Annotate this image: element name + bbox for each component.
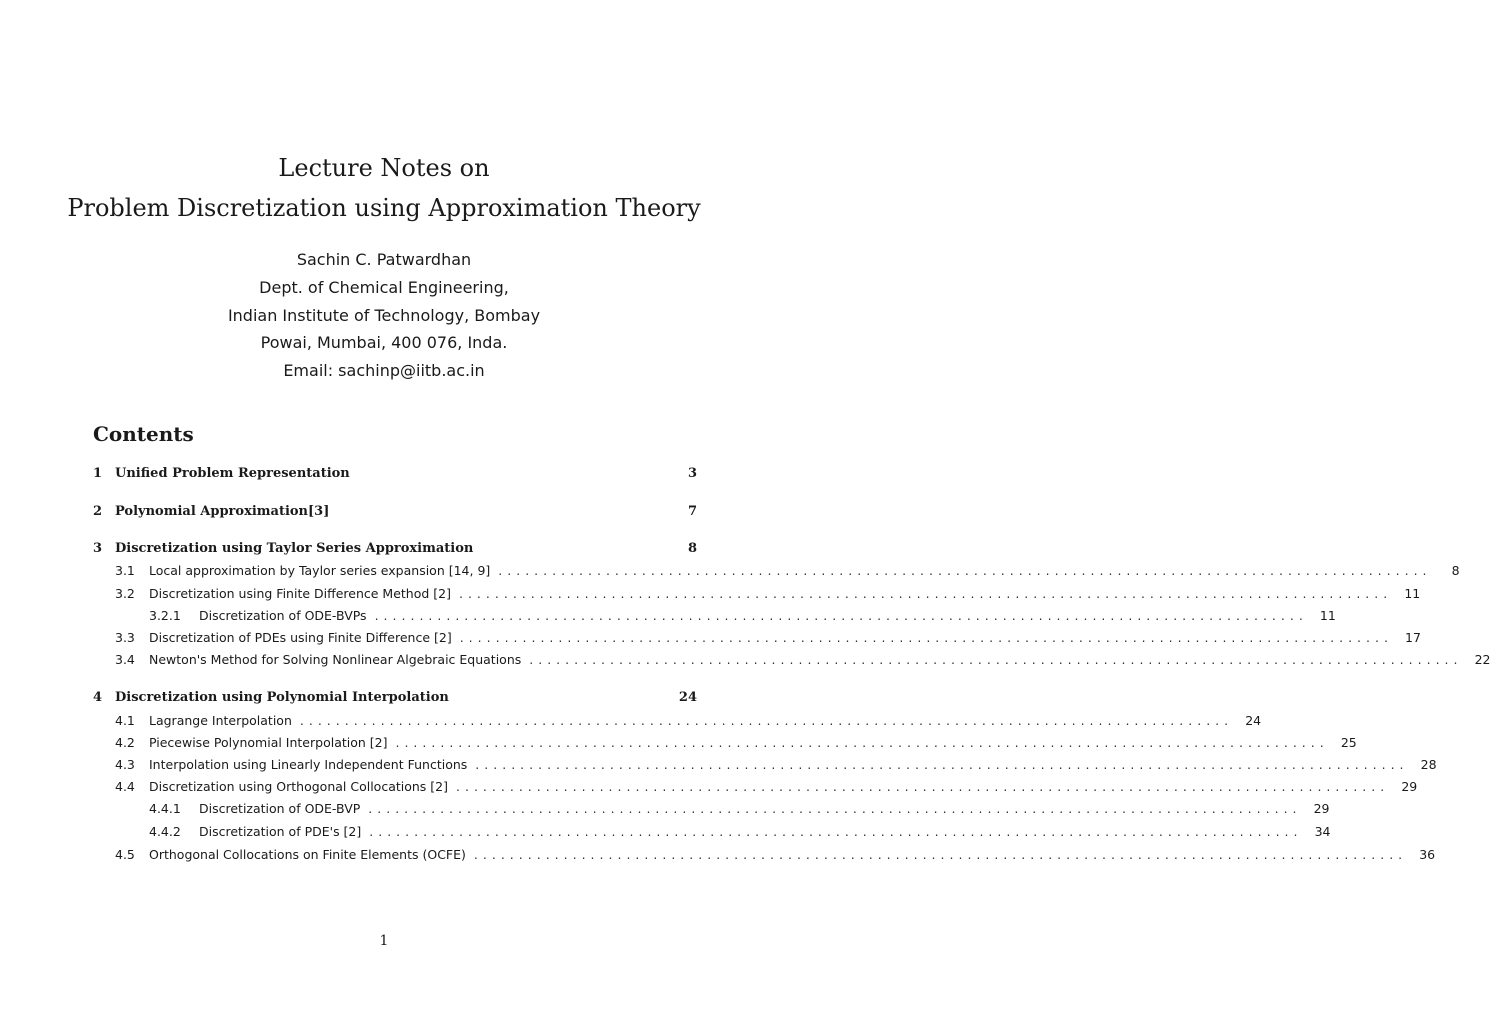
toc-entry[interactable]	[93, 464, 697, 484]
toc-page: 34	[1314, 824, 1331, 839]
toc-page: 29	[1401, 779, 1418, 794]
toc-entry[interactable]	[93, 822, 1331, 842]
toc-entry[interactable]	[93, 584, 1421, 604]
toc-title: Polynomial Approximation[3]	[115, 504, 330, 519]
toc-title: Orthogonal Collocations on Finite Elements (OCFE)	[149, 847, 466, 862]
toc-page: 11	[1404, 586, 1421, 601]
toc-entry[interactable]	[93, 799, 1330, 819]
toc-leader-dots: ........................................................................................................	[368, 801, 1302, 816]
toc-entry[interactable]	[93, 845, 1436, 865]
toc-title: Interpolation using Linearly Independent Functions	[149, 757, 468, 772]
author-name: Sachin C. Patwardhan	[296, 250, 472, 269]
toc-entry[interactable]	[93, 650, 1491, 670]
toc-title: Discretization of PDE's [2]	[199, 824, 362, 839]
toc-leader-dots: ........................................................................................................	[369, 824, 1303, 839]
toc-title: Piecewise Polynomial Interpolation [2]	[149, 735, 388, 750]
toc-leader-dots: ........................................................................................................	[473, 847, 1408, 862]
toc-leader-dots: ........................................................................................................	[529, 652, 1463, 667]
toc-title: Discretization using Orthogonal Collocations [2]	[149, 779, 448, 794]
page-number: 1	[379, 933, 389, 949]
toc-title: Unified Problem Representation	[115, 466, 350, 481]
toc-entry[interactable]	[93, 711, 1262, 731]
toc-number: 4.3	[115, 757, 135, 772]
author-email: Email: sachinp@iitb.ac.in	[283, 361, 485, 380]
toc-number: 4.2	[115, 735, 135, 750]
toc-number: 3	[93, 541, 103, 556]
toc-entry[interactable]	[93, 606, 1336, 626]
author-address: Powai, Mumbai, 400 076, Inda.	[260, 333, 508, 352]
author-institute: Indian Institute of Technology, Bombay	[227, 306, 541, 325]
toc-title: Discretization of ODE-BVPs	[199, 608, 367, 623]
toc-page: 25	[1340, 735, 1357, 750]
author-dept: Dept. of Chemical Engineering,	[259, 278, 509, 297]
toc-number: 2	[93, 504, 103, 519]
toc-page: 36	[1419, 847, 1436, 862]
toc-number: 3.3	[115, 630, 135, 645]
toc-page: 24	[678, 690, 697, 705]
toc-number: 3.4	[115, 652, 135, 667]
toc-entry[interactable]	[93, 733, 1357, 753]
toc-number: 3.2	[115, 586, 135, 601]
toc-leader-dots: ........................................................................................................	[395, 735, 1329, 750]
toc-number: 4.4	[115, 779, 135, 794]
toc-leader-dots: ........................................................................................................	[498, 563, 1432, 578]
toc-leader-dots: ........................................................................................................	[458, 586, 1393, 601]
toc-leader-dots: ........................................................................................................	[475, 757, 1409, 772]
toc-number: 1	[93, 466, 103, 481]
toc-title: Newton's Method for Solving Nonlinear Algebraic Equations	[149, 652, 522, 667]
toc-entry[interactable]	[93, 688, 697, 708]
toc-number: 4	[93, 690, 103, 705]
toc-page: 29	[1313, 801, 1330, 816]
contents-heading: Contents	[93, 422, 194, 446]
toc-title: Local approximation by Taylor series expansion [14, 9]	[149, 563, 491, 578]
toc-number: 4.5	[115, 847, 135, 862]
toc-entry[interactable]	[93, 755, 1437, 775]
toc-number: 4.4.2	[149, 824, 181, 839]
toc-page: 8	[1451, 563, 1460, 578]
toc-entry[interactable]	[93, 777, 1418, 797]
toc-entry[interactable]	[93, 502, 697, 522]
toc-title: Discretization of PDEs using Finite Difference [2]	[149, 630, 452, 645]
toc-number: 3.1	[115, 563, 135, 578]
toc-page: 17	[1405, 630, 1421, 645]
toc-leader-dots: ........................................................................................................	[374, 608, 1308, 623]
toc-title: Discretization using Taylor Series Approximation	[115, 541, 474, 556]
toc-page: 11	[1319, 608, 1336, 623]
title-line-1: Lecture Notes on	[278, 154, 490, 182]
toc-number: 4.1	[115, 713, 135, 728]
toc-page: 8	[687, 541, 697, 556]
toc-title: Discretization using Finite Difference Method [2]	[149, 586, 451, 601]
toc-leader-dots: ........................................................................................................	[459, 630, 1393, 645]
toc-title: Lagrange Interpolation	[149, 713, 292, 728]
toc-leader-dots: ........................................................................................................	[456, 779, 1390, 794]
toc-page: 24	[1245, 713, 1262, 728]
toc-entry[interactable]	[93, 628, 1421, 648]
toc-number: 3.2.1	[149, 608, 181, 623]
toc-number: 4.4.1	[149, 801, 181, 816]
toc-leader-dots: ........................................................................................................	[299, 713, 1234, 728]
toc-title: Discretization using Polynomial Interpolation	[115, 690, 449, 705]
toc-page: 28	[1420, 757, 1437, 772]
title-line-2: Problem Discretization using Approximation Theory	[67, 194, 701, 222]
toc-entry[interactable]	[93, 561, 1460, 581]
toc-page: 3	[687, 466, 697, 481]
toc-page: 7	[687, 504, 697, 519]
toc-entry[interactable]	[93, 539, 697, 559]
toc-title: Discretization of ODE-BVP	[199, 801, 361, 816]
toc-page: 22	[1474, 652, 1491, 667]
